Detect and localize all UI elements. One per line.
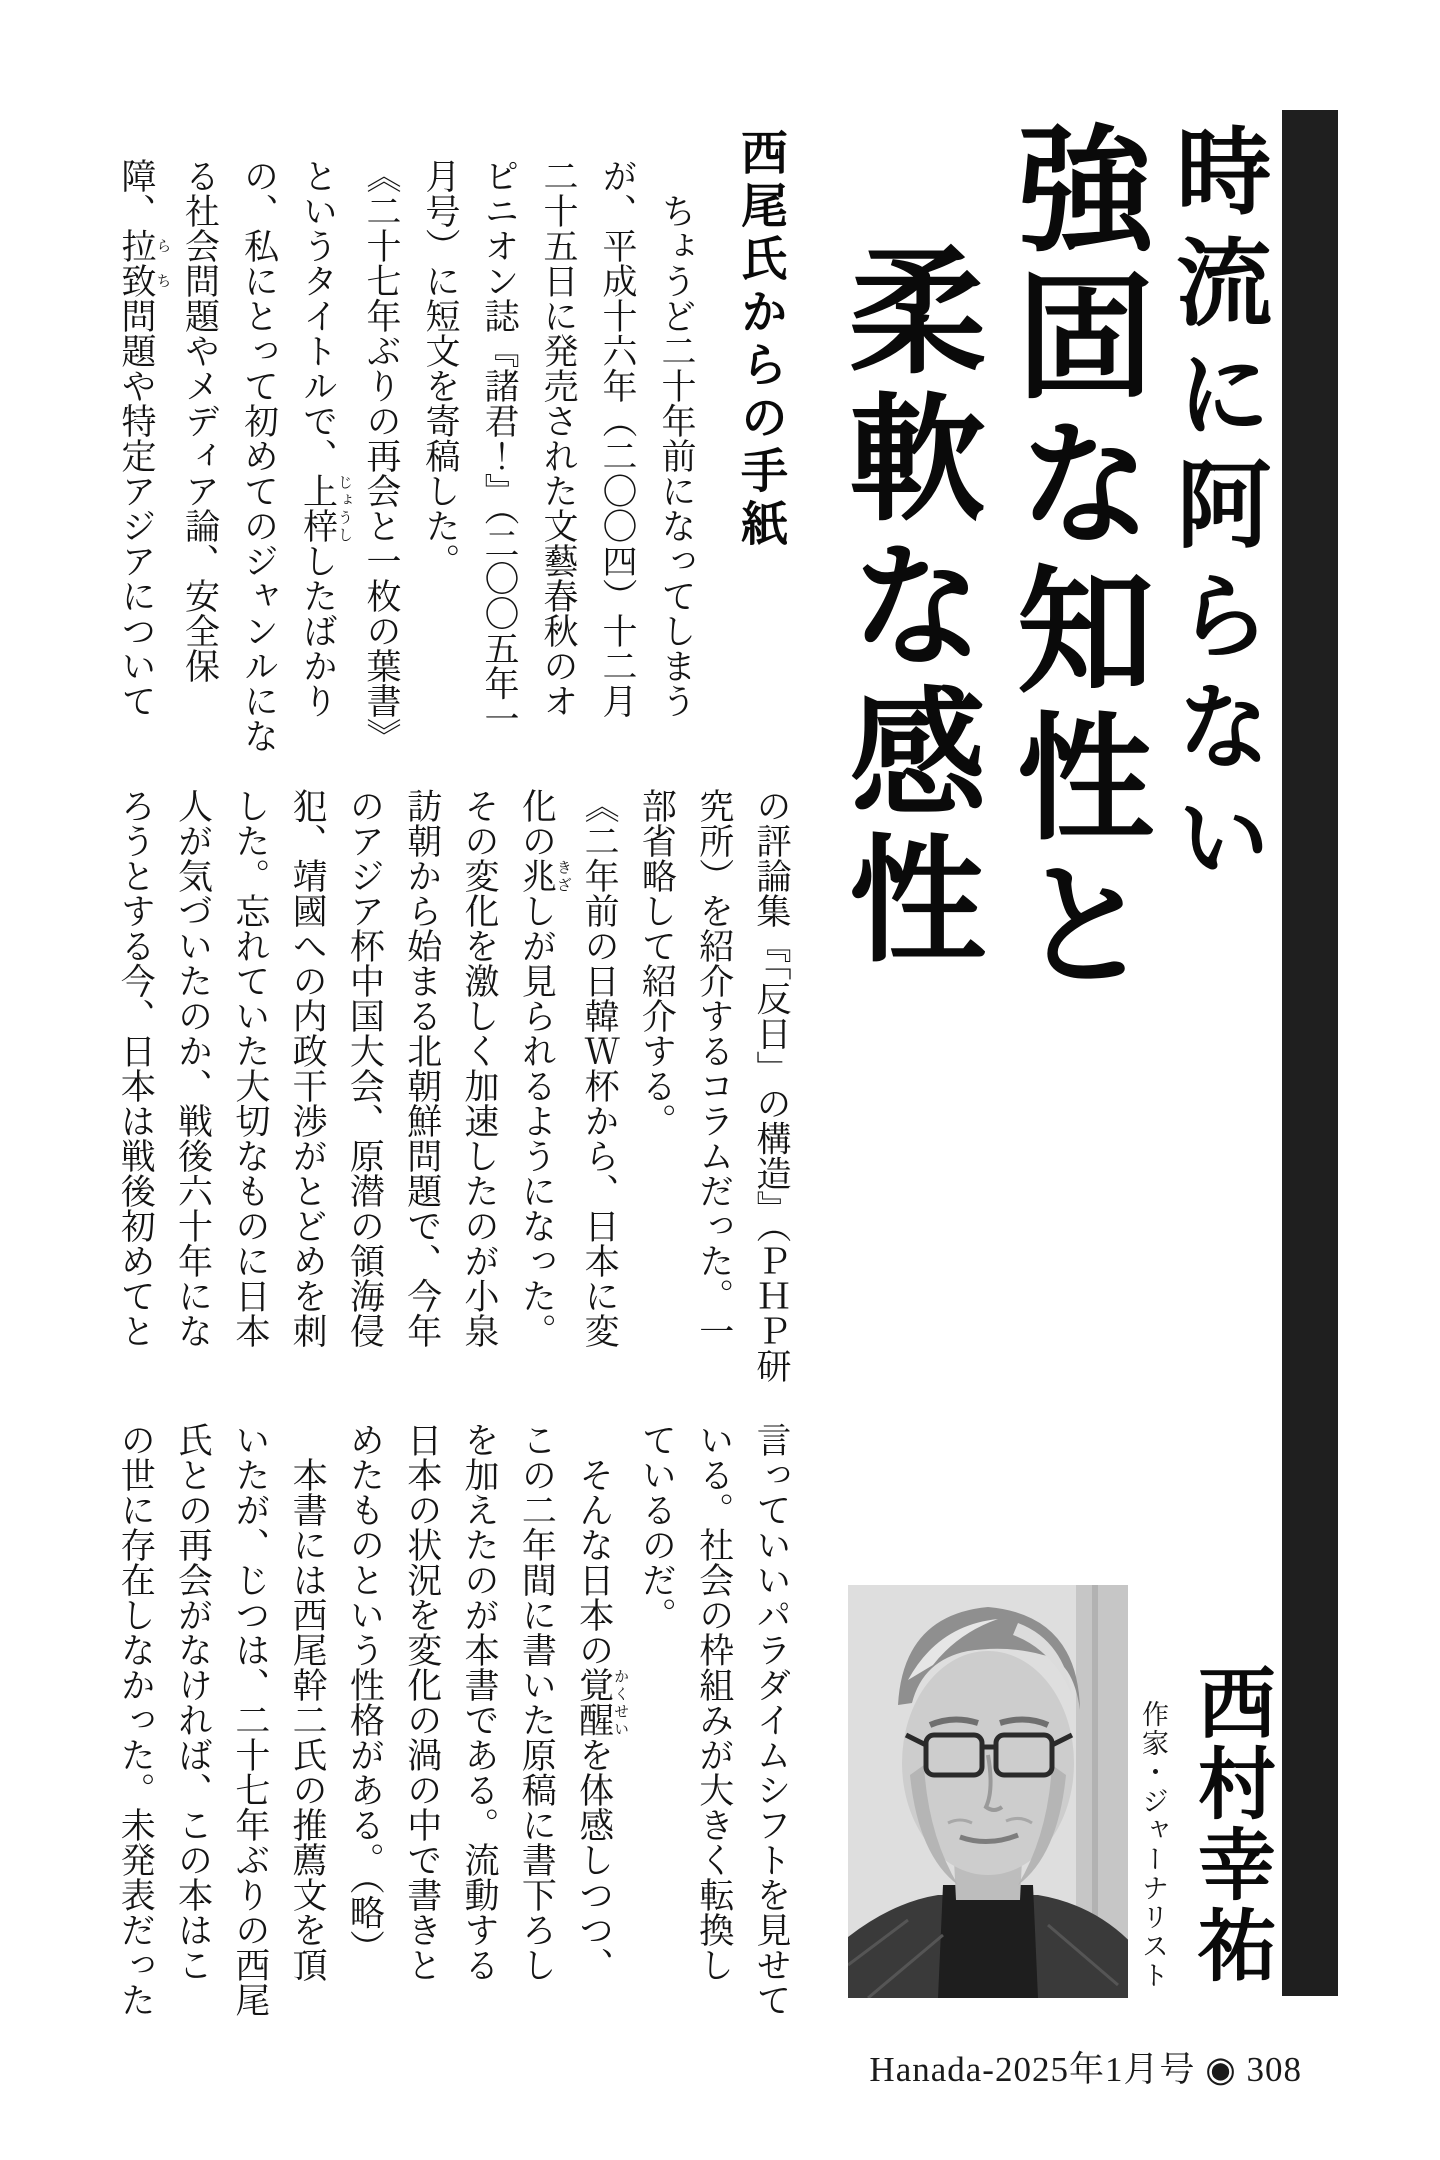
text-column: 障、拉致らち問題や特定アジアについて <box>117 158 171 718</box>
text-column: というタイトルで、上梓じょうししたばかり <box>298 158 352 718</box>
text-column: 氏との再会がなければ、この本はこ <box>173 1422 213 1982</box>
headline-line-2: 強固な知性と <box>997 118 1149 1000</box>
text-column: ているのだ。 <box>637 1422 677 1632</box>
text-column: 日本の状況を変化の渦の中で書きと <box>402 1422 442 1982</box>
text-column: この二年間に書いた原稿に書下ろし <box>517 1422 557 1982</box>
author-title: 作家・ジャーナリスト <box>1138 1700 1168 1990</box>
author-portrait-photo <box>848 1585 1128 1998</box>
text-column: ピニオン誌『諸君！』（二〇〇五年一 <box>480 158 519 736</box>
text-column: 本書には西尾幹二氏の推薦文を頂 <box>288 1422 328 1982</box>
text-column: 犯、靖國への内政干渉がとどめを刺 <box>288 788 328 1348</box>
body-text-block-3 <box>112 1422 800 2017</box>
text-column: その変化を激しく加速したのが小泉 <box>460 788 500 1348</box>
text-column: の評論集『「反日」の構造』（ＰＨＰ研 <box>752 788 791 1383</box>
text-column: 二十五日に発売された文藝春秋のオ <box>539 158 578 718</box>
text-column: した。忘れていた大切なものに日本 <box>230 788 270 1348</box>
body-text-block-1 <box>112 158 706 753</box>
text-column: そんな日本の覚醒かくせいを体感しつつ、 <box>574 1422 629 1982</box>
text-column: 訪朝から始まる北朝鮮問題で、今年 <box>402 788 442 1348</box>
text-column: の世に存在しなかった。未発表だった <box>116 1422 156 2017</box>
headline-line-1: 時流に阿らない <box>1163 122 1269 899</box>
right-edge-bar <box>1282 110 1338 1996</box>
author-name: 西村幸祐 <box>1187 1662 1274 1986</box>
text-column: ろうとする今、日本は戦後初めてと <box>116 788 156 1348</box>
text-column: 月号）に短文を寄稿した。 <box>421 158 460 578</box>
page-footer: Hanada-2025年1月号 ◉ 308 <box>869 2050 1302 2089</box>
text-column: めたものという性格がある。（略） <box>345 1422 385 1965</box>
section-heading: 西尾氏からの手紙 <box>734 128 786 552</box>
text-column: が、平成十六年（二〇〇四）十二月 <box>598 158 637 718</box>
text-column: 部省略して紹介する。 <box>637 788 677 1138</box>
text-column: 究所）を紹介するコラムだった。一 <box>694 788 734 1348</box>
text-column: 《二年前の日韓Ｗ杯から、日本に変 <box>580 788 620 1348</box>
text-column: いたが、じつは、二十七年ぶりの西尾 <box>230 1422 270 2017</box>
text-column: の、私にとって初めてのジャンルにな <box>239 158 279 753</box>
text-column: 《二十七年ぶりの再会と一枚の葉書》 <box>362 158 401 753</box>
text-column: を加えたのが本書である。流動する <box>460 1422 500 1982</box>
text-column: る社会問題やメディア論、安全保 <box>180 158 220 683</box>
author-photo <box>848 1585 1128 1998</box>
headline-line-3: 柔軟な感性 <box>829 240 981 975</box>
body-text-block-2 <box>112 788 800 1383</box>
text-column: 化の兆きざしが見られるようになった。 <box>517 788 571 1348</box>
text-column: 言っていいパラダイムシフトを見せて <box>752 1422 791 2017</box>
text-column: のアジア杯中国大会、原潜の領海侵 <box>345 788 385 1348</box>
text-column: 人が気づいたのか、戦後六十年にな <box>173 788 213 1348</box>
text-column: ちょうど二十年前になってしまう <box>657 158 696 718</box>
text-column: いる。社会の枠組みが大きく転換し <box>694 1422 734 1982</box>
